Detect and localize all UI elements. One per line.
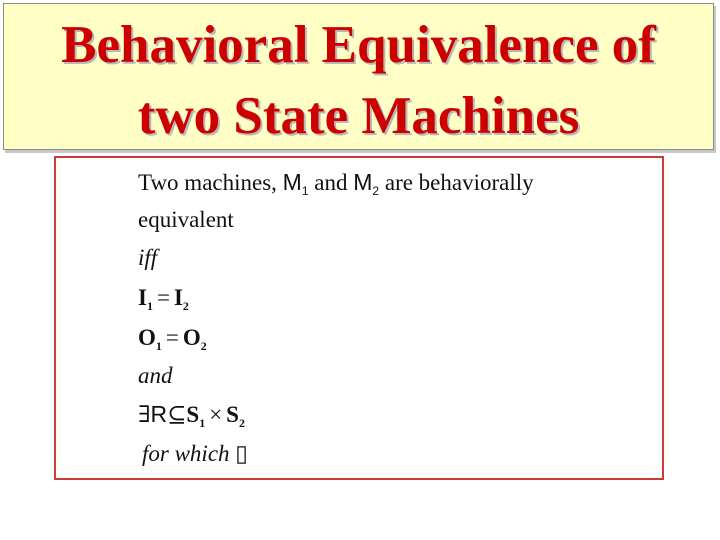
for-which-text: for which: [142, 441, 230, 466]
machine-m2: $M_2$: [353, 169, 380, 198]
definition-line-machines: [138, 168, 534, 200]
and-keyword: and: [138, 363, 173, 388]
relation-expression: [138, 400, 245, 432]
equals-symbol: =: [156, 285, 170, 310]
times-symbol: ×: [209, 402, 223, 427]
inputs-rhs: $I_2$: [173, 285, 189, 313]
exists-symbol: ∃: [138, 402, 151, 427]
and-word: and: [314, 170, 348, 195]
subset-symbol: ⊆: [167, 402, 187, 427]
relation-r: R: [150, 401, 168, 427]
slide-title-line-1: Behavioral Equivalence of: [61, 16, 656, 74]
machines-suffix: are behaviorally: [384, 170, 534, 195]
state-set-s2: $S_2$: [226, 402, 245, 430]
definition-line-equivalent: equivalent: [138, 207, 234, 232]
outputs-rhs: $O_2$: [182, 325, 207, 353]
equals-symbol: =: [165, 325, 179, 350]
for-which-line: [142, 440, 248, 468]
inputs-lhs: $I_1$: [138, 285, 153, 313]
inputs-equation: [138, 284, 189, 315]
definition-box: [54, 156, 664, 480]
machine-m1: $M_1$: [282, 169, 309, 198]
machines-prefix: Two machines,: [138, 170, 277, 195]
iff-word: iff: [138, 245, 158, 270]
state-set-s1: $S_1$: [186, 402, 206, 430]
outputs-lhs: $O_1$: [138, 325, 162, 353]
missing-glyph: ▯: [235, 441, 248, 466]
outputs-equation: [138, 324, 207, 355]
title-banner: [3, 3, 714, 150]
slide-title-line-2: two State Machines: [137, 87, 580, 145]
